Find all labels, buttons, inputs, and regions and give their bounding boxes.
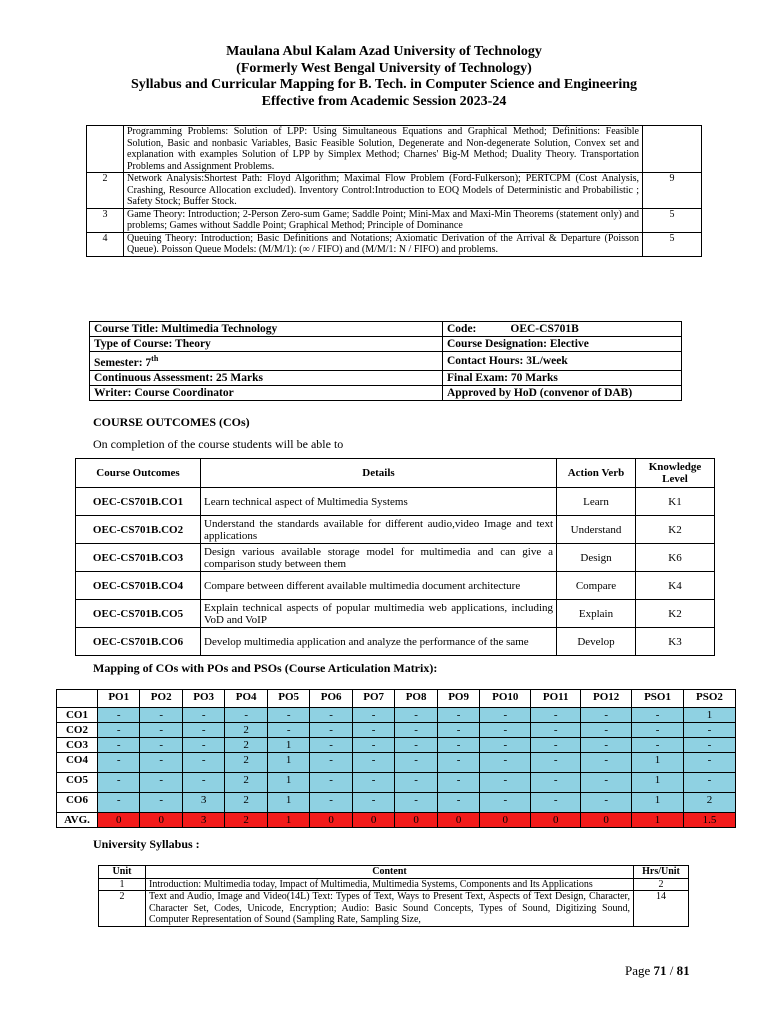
matrix-cell: -	[97, 723, 139, 738]
matrix-cell: -	[395, 723, 437, 738]
matrix-cell: -	[683, 723, 735, 738]
final-exam: Final Exam: 70 Marks	[443, 370, 682, 385]
unit-hours: 5	[643, 232, 702, 256]
matrix-cell: -	[531, 723, 581, 738]
matrix-row	[57, 753, 736, 773]
matrix-cell: -	[531, 793, 581, 813]
co-code: OEC-CS701B.CO2	[76, 516, 201, 544]
matrix-cell: -	[437, 723, 479, 738]
table-row	[76, 488, 715, 516]
matrix-cell: -	[683, 773, 735, 793]
matrix-cell: 0	[140, 813, 182, 828]
matrix-cell: -	[352, 793, 394, 813]
co-code: OEC-CS701B.CO3	[76, 544, 201, 572]
matrix-cell: 1	[632, 793, 684, 813]
matrix-cell: -	[97, 793, 139, 813]
matrix-cell: 1	[267, 813, 309, 828]
unit-content: Programming Problems: Solution of LPP: Using Simultaneous Equations and Graphical Method; Definitions: Feasible Solution, Basic and nonbasic Variables, Basic Feasible Solution, Degenerate and Non-degenerate Solution, Convex set and explanation with examples Solution of LPP by Simplex Method; Charnes' Big-M Method; Duality Theory. Transportation Problems and Assignment Problems.	[124, 126, 643, 173]
co-knowledge-level: K3	[636, 628, 715, 656]
matrix-cell: -	[632, 723, 684, 738]
effective-session: Effective from Academic Session 2023-24	[261, 93, 507, 109]
matrix-cell: -	[140, 773, 182, 793]
matrix-cell: -	[310, 708, 352, 723]
co-knowledge-level: K1	[636, 488, 715, 516]
co-detail: Explain technical aspects of popular multimedia web applications, including VoD and VoIP	[201, 600, 557, 628]
table-row	[76, 572, 715, 600]
matrix-row	[57, 723, 736, 738]
course-outcomes-table	[75, 458, 715, 656]
matrix-header: PO8	[395, 690, 437, 708]
unit-header: Unit	[99, 866, 146, 879]
matrix-header: PO11	[531, 690, 581, 708]
course-code-label: Code:	[447, 323, 477, 335]
matrix-cell: -	[352, 738, 394, 753]
co-code: OEC-CS701B.CO6	[76, 628, 201, 656]
syllabus-content: Introduction: Multimedia today, Impact of Multimedia, Multimedia Systems, Components and Its Applications	[146, 878, 634, 891]
matrix-header: PO5	[267, 690, 309, 708]
matrix-cell: -	[632, 738, 684, 753]
matrix-cell: -	[140, 793, 182, 813]
matrix-header: PO3	[182, 690, 224, 708]
matrix-cell: 3	[182, 793, 224, 813]
table-row	[76, 544, 715, 572]
co-action-verb: Compare	[557, 572, 636, 600]
table-row	[76, 600, 715, 628]
unit-content: Queuing Theory: Introduction; Basic Definitions and Notations; Axiomatic Derivation of the Arrival & Departure (Poisson Queue). Poisson Queue Models: (M/M/1): (∞ / FIFO) and (M/M/1: N / FIFO) and problems.	[124, 232, 643, 256]
matrix-cell: -	[531, 753, 581, 773]
course-code: OEC-CS701B	[510, 323, 579, 335]
articulation-matrix-table	[56, 689, 736, 828]
page-separator: /	[666, 963, 677, 978]
matrix-cell: 0	[480, 813, 531, 828]
matrix-cell: -	[437, 708, 479, 723]
mapping-heading: Mapping of COs with POs and PSOs (Course Articulation Matrix):	[93, 661, 438, 675]
page-prefix: Page	[625, 963, 654, 978]
matrix-cell: 1	[267, 753, 309, 773]
matrix-cell: -	[581, 738, 632, 753]
course-title: Course Title: Multimedia Technology	[90, 322, 443, 337]
matrix-cell: -	[352, 753, 394, 773]
matrix-cell: -	[182, 738, 224, 753]
university-name: Maulana Abul Kalam Azad University of Technology	[226, 44, 542, 59]
matrix-cell: -	[225, 708, 267, 723]
matrix-header: PO1	[97, 690, 139, 708]
co-detail: Compare between different available multimedia document architecture	[201, 572, 557, 600]
matrix-cell: -	[97, 708, 139, 723]
table-row	[87, 173, 702, 209]
co-header: Course Outcomes	[76, 459, 201, 488]
unit-hours: 9	[643, 173, 702, 209]
unit-hours: 5	[643, 208, 702, 232]
matrix-cell: -	[352, 773, 394, 793]
matrix-cell: -	[531, 738, 581, 753]
matrix-cell: -	[140, 708, 182, 723]
table-row	[76, 628, 715, 656]
matrix-cell: -	[352, 723, 394, 738]
document-header	[0, 44, 768, 110]
matrix-cell: -	[581, 723, 632, 738]
matrix-cell: -	[480, 708, 531, 723]
syllabus-hours: 2	[634, 878, 689, 891]
matrix-header	[57, 690, 98, 708]
matrix-cell: -	[531, 773, 581, 793]
matrix-cell: 2	[225, 793, 267, 813]
syllabus-content: Text and Audio, Image and Video(14L) Text: Types of Text, Ways to Present Text, Aspects of Text Design, Character, Character Set, Codes, Unicode, Encryption; Audio: Basic Sound Concepts, Types of Sound, Digitizing Sound, Computer Representation of Sound (Sampling Rate, Sampling Size,	[146, 891, 634, 927]
matrix-row-label: CO2	[57, 723, 98, 738]
co-detail: Design various available storage model for multimedia and can give a comparison study between them	[201, 544, 557, 572]
matrix-row-label: CO6	[57, 793, 98, 813]
matrix-cell: -	[310, 793, 352, 813]
matrix-cell: -	[395, 793, 437, 813]
matrix-cell: 0	[352, 813, 394, 828]
matrix-cell: -	[581, 793, 632, 813]
unit-hours	[643, 126, 702, 173]
matrix-cell: -	[480, 793, 531, 813]
co-detail: Develop multimedia application and analyze the performance of the same	[201, 628, 557, 656]
matrix-cell: -	[480, 738, 531, 753]
content-header: Content	[146, 866, 634, 879]
syllabus-table	[98, 865, 689, 927]
co-detail: Learn technical aspect of Multimedia Systems	[201, 488, 557, 516]
co-code: OEC-CS701B.CO1	[76, 488, 201, 516]
matrix-cell: 2	[225, 773, 267, 793]
course-info-table	[89, 321, 682, 401]
matrix-cell: -	[581, 773, 632, 793]
semester-sup: th	[151, 354, 159, 363]
matrix-header: PO4	[225, 690, 267, 708]
matrix-cell: 0	[310, 813, 352, 828]
course-outcomes-heading: COURSE OUTCOMES (COs)	[93, 415, 250, 429]
matrix-cell: 3	[182, 813, 224, 828]
matrix-row-label: CO4	[57, 753, 98, 773]
table-row	[99, 891, 689, 927]
matrix-cell: -	[97, 753, 139, 773]
matrix-cell: 2	[225, 753, 267, 773]
unit-content: Network Analysis:Shortest Path: Floyd Algorithm; Maximal Flow Problem (Ford-Fulkerson); PERTCPM (Cost Analysis, Crashing, Resource Allocation excluded). Inventory Control:Introduction to EOQ Models of Deterministic and Probabilistic ; Safety Stock; Buffer Stock.	[124, 173, 643, 209]
matrix-row	[57, 793, 736, 813]
matrix-cell: -	[437, 753, 479, 773]
matrix-cell: -	[310, 773, 352, 793]
matrix-header: PSO2	[683, 690, 735, 708]
matrix-cell: -	[267, 708, 309, 723]
unit-number: 2	[87, 173, 124, 209]
matrix-cell: -	[683, 753, 735, 773]
matrix-cell: -	[97, 738, 139, 753]
course-code-cell	[443, 322, 682, 337]
matrix-cell: 2	[683, 793, 735, 813]
matrix-cell: -	[140, 738, 182, 753]
matrix-cell: -	[480, 753, 531, 773]
matrix-cell: -	[182, 773, 224, 793]
matrix-cell: 0	[531, 813, 581, 828]
matrix-header: PSO1	[632, 690, 684, 708]
matrix-row	[57, 708, 736, 723]
co-knowledge-level: K4	[636, 572, 715, 600]
matrix-cell: -	[395, 773, 437, 793]
page-number	[625, 963, 690, 979]
matrix-header: PO9	[437, 690, 479, 708]
matrix-cell: 0	[437, 813, 479, 828]
hrs-header: Hrs/Unit	[634, 866, 689, 879]
matrix-cell: -	[395, 738, 437, 753]
matrix-cell: 1	[267, 793, 309, 813]
matrix-row	[57, 773, 736, 793]
matrix-cell: -	[97, 773, 139, 793]
approved-by: Approved by HoD (convenor of DAB)	[443, 385, 682, 400]
matrix-cell: 0	[97, 813, 139, 828]
matrix-cell: -	[352, 708, 394, 723]
matrix-row	[57, 738, 736, 753]
matrix-row-label: CO5	[57, 773, 98, 793]
matrix-cell: -	[140, 723, 182, 738]
course-semester	[90, 352, 443, 371]
table-row	[87, 208, 702, 232]
co-code: OEC-CS701B.CO5	[76, 600, 201, 628]
matrix-cell: -	[437, 738, 479, 753]
matrix-cell: 0	[395, 813, 437, 828]
matrix-cell: -	[581, 708, 632, 723]
co-knowledge-level: K2	[636, 516, 715, 544]
university-former-name: (Formerly West Bengal University of Technology)	[236, 60, 532, 76]
unit-number: 3	[87, 208, 124, 232]
matrix-row	[57, 813, 736, 828]
table-row	[76, 516, 715, 544]
co-action-verb: Design	[557, 544, 636, 572]
matrix-header: PO7	[352, 690, 394, 708]
matrix-cell: -	[683, 738, 735, 753]
matrix-cell: -	[437, 773, 479, 793]
matrix-cell: -	[310, 738, 352, 753]
matrix-cell: 2	[225, 813, 267, 828]
matrix-cell: -	[182, 753, 224, 773]
matrix-row-label: CO1	[57, 708, 98, 723]
page-total: 81	[676, 963, 690, 978]
matrix-cell: -	[437, 793, 479, 813]
matrix-cell: -	[140, 753, 182, 773]
matrix-cell: 1	[632, 753, 684, 773]
co-action-verb: Understand	[557, 516, 636, 544]
semester-text: Semester: 7	[94, 356, 152, 369]
co-detail: Understand the standards available for different audio,video Image and text applications	[201, 516, 557, 544]
co-knowledge-level: K2	[636, 600, 715, 628]
matrix-row-label: AVG.	[57, 813, 98, 828]
matrix-row-label: CO3	[57, 738, 98, 753]
co-action-verb: Develop	[557, 628, 636, 656]
matrix-cell: -	[480, 773, 531, 793]
co-action-verb: Learn	[557, 488, 636, 516]
details-header: Details	[201, 459, 557, 488]
course-writer: Writer: Course Coordinator	[90, 385, 443, 400]
matrix-cell: 2	[225, 723, 267, 738]
matrix-cell: -	[531, 708, 581, 723]
matrix-cell: -	[182, 708, 224, 723]
contact-hours: Contact Hours: 3L/week	[443, 352, 682, 371]
matrix-cell: 1	[267, 773, 309, 793]
matrix-cell: -	[581, 753, 632, 773]
matrix-cell: -	[182, 723, 224, 738]
knowledge-level-header: Knowledge Level	[636, 459, 715, 488]
unit-number: 4	[87, 232, 124, 256]
course-type: Type of Course: Theory	[90, 337, 443, 352]
matrix-cell: -	[395, 753, 437, 773]
matrix-header: PO6	[310, 690, 352, 708]
table-row	[87, 126, 702, 173]
syllabus-title: Syllabus and Curricular Mapping for B. Tech. in Computer Science and Engineering	[130, 77, 638, 92]
matrix-cell: -	[310, 753, 352, 773]
continuous-assessment: Continuous Assessment: 25 Marks	[90, 370, 443, 385]
matrix-cell: 0	[581, 813, 632, 828]
syllabus-heading: University Syllabus :	[93, 837, 200, 851]
matrix-cell: -	[395, 708, 437, 723]
matrix-header: PO12	[581, 690, 632, 708]
matrix-header: PO2	[140, 690, 182, 708]
matrix-cell: 1	[683, 708, 735, 723]
table-row	[87, 232, 702, 256]
page-current: 71	[653, 963, 667, 978]
matrix-cell: 2	[225, 738, 267, 753]
co-code: OEC-CS701B.CO4	[76, 572, 201, 600]
previous-units-table	[86, 125, 702, 257]
table-row	[99, 878, 689, 891]
matrix-cell: -	[632, 708, 684, 723]
matrix-cell: -	[310, 723, 352, 738]
course-outcomes-intro: On completion of the course students will be able to	[93, 437, 344, 451]
matrix-cell: 1	[632, 773, 684, 793]
syllabus-hours: 14	[634, 891, 689, 927]
matrix-cell: -	[267, 723, 309, 738]
matrix-cell: 1.5	[683, 813, 735, 828]
syllabus-unit: 2	[99, 891, 146, 927]
action-verb-header: Action Verb	[557, 459, 636, 488]
matrix-cell: 1	[632, 813, 684, 828]
unit-content: Game Theory: Introduction; 2-Person Zero-sum Game; Saddle Point; Mini-Max and Maxi-Min Theorems (statement only) and problems; Games without Saddle Point; Graphical Method; Principle of Dominance	[124, 208, 643, 232]
matrix-header: PO10	[480, 690, 531, 708]
course-designation: Course Designation: Elective	[443, 337, 682, 352]
syllabus-unit: 1	[99, 878, 146, 891]
matrix-cell: 1	[267, 738, 309, 753]
co-action-verb: Explain	[557, 600, 636, 628]
matrix-cell: -	[480, 723, 531, 738]
unit-number	[87, 126, 124, 173]
co-knowledge-level: K6	[636, 544, 715, 572]
